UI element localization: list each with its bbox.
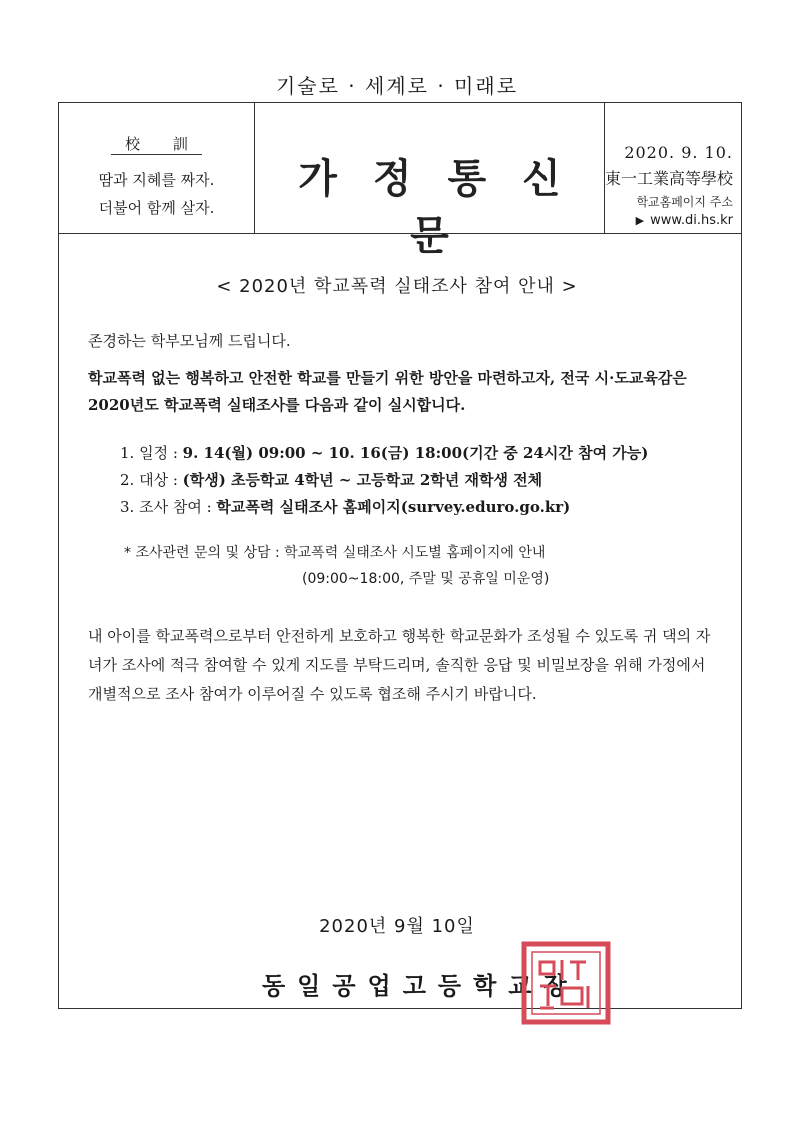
school-creed-line-1: 땀과 지혜를 짜자. <box>98 171 215 189</box>
list-item <box>120 440 648 467</box>
inquiry-note-line-2: (09:00~18:00, 주말 및 공휴일 미운영) <box>302 571 550 587</box>
school-info-panel <box>605 103 741 233</box>
school-creed-line-2: 더불어 함께 살자. <box>98 199 215 217</box>
newsletter-title: 가정통신문 <box>298 156 597 259</box>
list-item-value: 학교폭력 실태조사 홈페이지(survey.eduro.go.kr) <box>216 498 571 516</box>
survey-details-list <box>120 440 648 521</box>
school-creed-panel <box>59 103 255 233</box>
school-motto: 기술로 · 세계로 · 미래로 <box>275 74 519 98</box>
issue-date: 2020. 9. 10. <box>624 143 733 162</box>
inquiry-note-line-1: * 조사관련 문의 및 상담 : 학교폭력 실태조사 시도별 홈페이지에 안내 <box>124 545 546 561</box>
document-date: 2020년 9월 10일 <box>319 916 475 937</box>
official-seal-icon <box>518 938 614 1028</box>
newsletter-header <box>58 102 742 259</box>
list-item-value: 9. 14(월) 09:00 ~ 10. 16(금) 18:00(기간 중 24시간 참여 가능) <box>182 444 649 462</box>
homepage-label: 학교홈페이지 주소 <box>636 195 733 209</box>
homepage-link[interactable] <box>605 213 733 228</box>
inquiry-note <box>124 540 549 592</box>
intro-paragraph: 학교폭력 없는 행복하고 안전한 학교를 만들기 위한 방안을 마련하고자, 전국 시·도교육감은 2020년도 학교폭력 실태조사를 다음과 같이 실시합니다. <box>88 369 687 414</box>
title-panel <box>255 103 605 259</box>
list-item <box>120 467 648 494</box>
list-item-label: 1. 일정 : <box>120 444 183 462</box>
triangle-right-icon: ▶ <box>635 214 645 227</box>
closing-paragraph: 내 아이를 학교폭력으로부터 안전하게 보호하고 행복한 학교문화가 조성될 수 있도록 귀 댁의 자녀가 조사에 적극 참여할 수 있게 지도를 부탁드리며, 솔직한 응답 및 비밀보장을 위해 가정에서 개별적으로 조사 참여가 이루어질 수 있도록 협조해 주시기 바랍니다. <box>88 627 711 703</box>
list-item-value: (학생) 초등학교 4학년 ~ 고등학교 2학년 재학생 전체 <box>182 471 543 489</box>
notice-title: < 2020년 학교폭력 실태조사 참여 안내 > <box>216 276 578 297</box>
greeting: 존경하는 학부모님께 드립니다. <box>88 332 291 350</box>
school-creed-label: 校 訓 <box>111 133 202 155</box>
homepage-url[interactable]: www.di.hs.kr <box>650 213 733 228</box>
list-item-label: 3. 조사 참여 : <box>120 498 217 516</box>
list-item <box>120 494 648 521</box>
list-item-label: 2. 대상 : <box>120 471 183 489</box>
principal-signature: 동일공업고등학교장 <box>262 971 579 1000</box>
school-name: 東一工業高等學校 <box>605 169 734 188</box>
